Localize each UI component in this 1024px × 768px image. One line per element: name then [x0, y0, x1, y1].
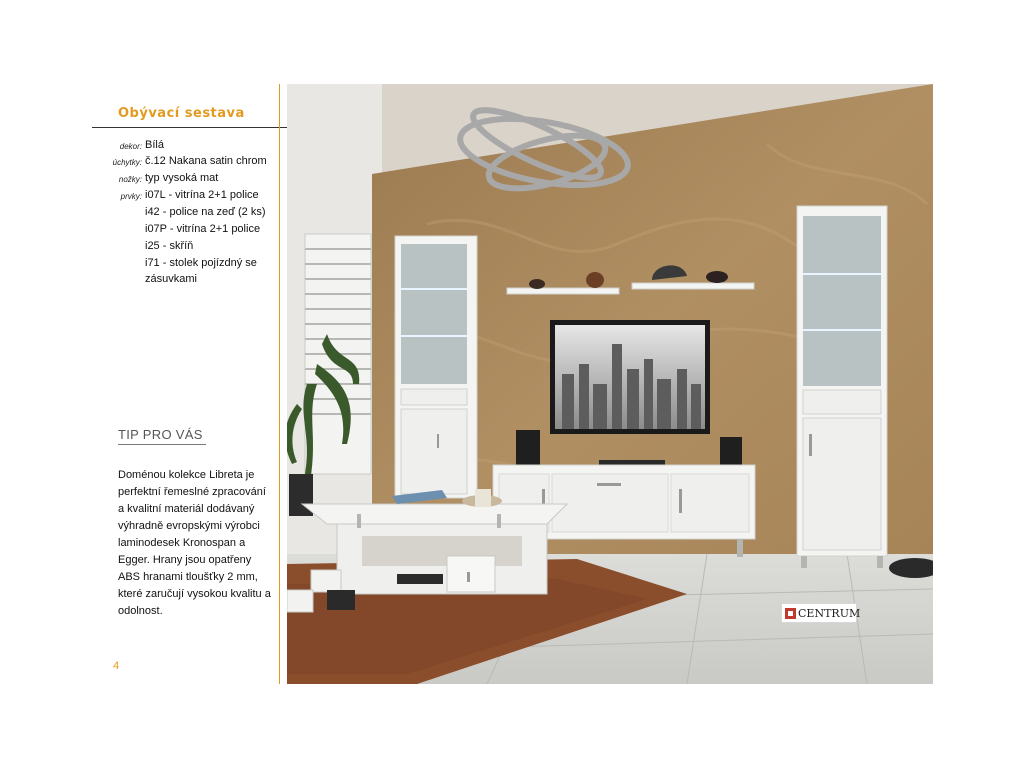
spec-value-prvky-6: zásuvkami — [145, 273, 197, 285]
tip-line: ABS hranami tloušťky 2 mm, — [118, 571, 258, 583]
page-number: 4 — [113, 660, 120, 672]
spec-label-nozky: nožky: — [118, 175, 142, 184]
spec-value-prvky-1: i07L - vitrína 2+1 police — [145, 189, 259, 201]
page-title: Obývací sestava — [118, 106, 245, 121]
spec-value-nozky: typ vysoká mat — [145, 172, 219, 184]
spec-value-uchytky: č.12 Nakana satin chrom — [145, 155, 267, 167]
title-underline — [92, 127, 288, 128]
spec-value-prvky-5: i71 - stolek pojízdný se — [145, 257, 257, 269]
tip-text — [118, 467, 278, 620]
tip-line: odolnost. — [118, 605, 163, 617]
room-illustration — [287, 84, 933, 684]
tip-line: Egger. Hrany jsou opatřeny — [118, 554, 252, 566]
centrum-logo — [781, 603, 861, 623]
centrum-logo-icon — [785, 608, 796, 619]
tip-line: laminodesek Kronospan a — [118, 537, 246, 549]
television — [550, 320, 710, 434]
tip-line: perfektní řemeslné zpracování — [118, 486, 266, 498]
coffee-table — [302, 489, 567, 594]
spec-value-prvky-2: i42 - police na zeď (2 ks) — [145, 206, 266, 218]
speaker-left — [516, 430, 540, 466]
column-divider — [279, 84, 280, 684]
room-photo — [287, 84, 933, 684]
tip-line: které zaručují vysokou kvalitu a — [118, 588, 271, 600]
left-vitrine — [395, 236, 477, 498]
spec-value-prvky-3: i07P - vitrína 2+1 police — [145, 223, 261, 235]
tip-heading: TIP PRO VÁS — [118, 427, 203, 442]
centrum-logo-text: CENTRUM — [798, 606, 861, 620]
spec-value-dekor: Bílá — [145, 139, 164, 151]
tip-line: Doménou kolekce Libreta je — [118, 469, 255, 481]
wall-shelf-right — [632, 283, 754, 289]
spec-label-dekor: dekor: — [119, 142, 142, 151]
tip-line: a kvalitní materiál dodávaný — [118, 503, 255, 515]
tip-underline — [118, 444, 206, 445]
right-vitrine — [797, 206, 887, 568]
spec-value-prvky-4: i25 - skříň — [145, 240, 194, 252]
spec-label-uchytky: úchytky: — [112, 158, 142, 167]
spec-label-prvky: prvky: — [120, 192, 142, 201]
tip-line: výhradně evropskými výrobci — [118, 520, 260, 532]
wall-shelf-left — [507, 288, 619, 294]
